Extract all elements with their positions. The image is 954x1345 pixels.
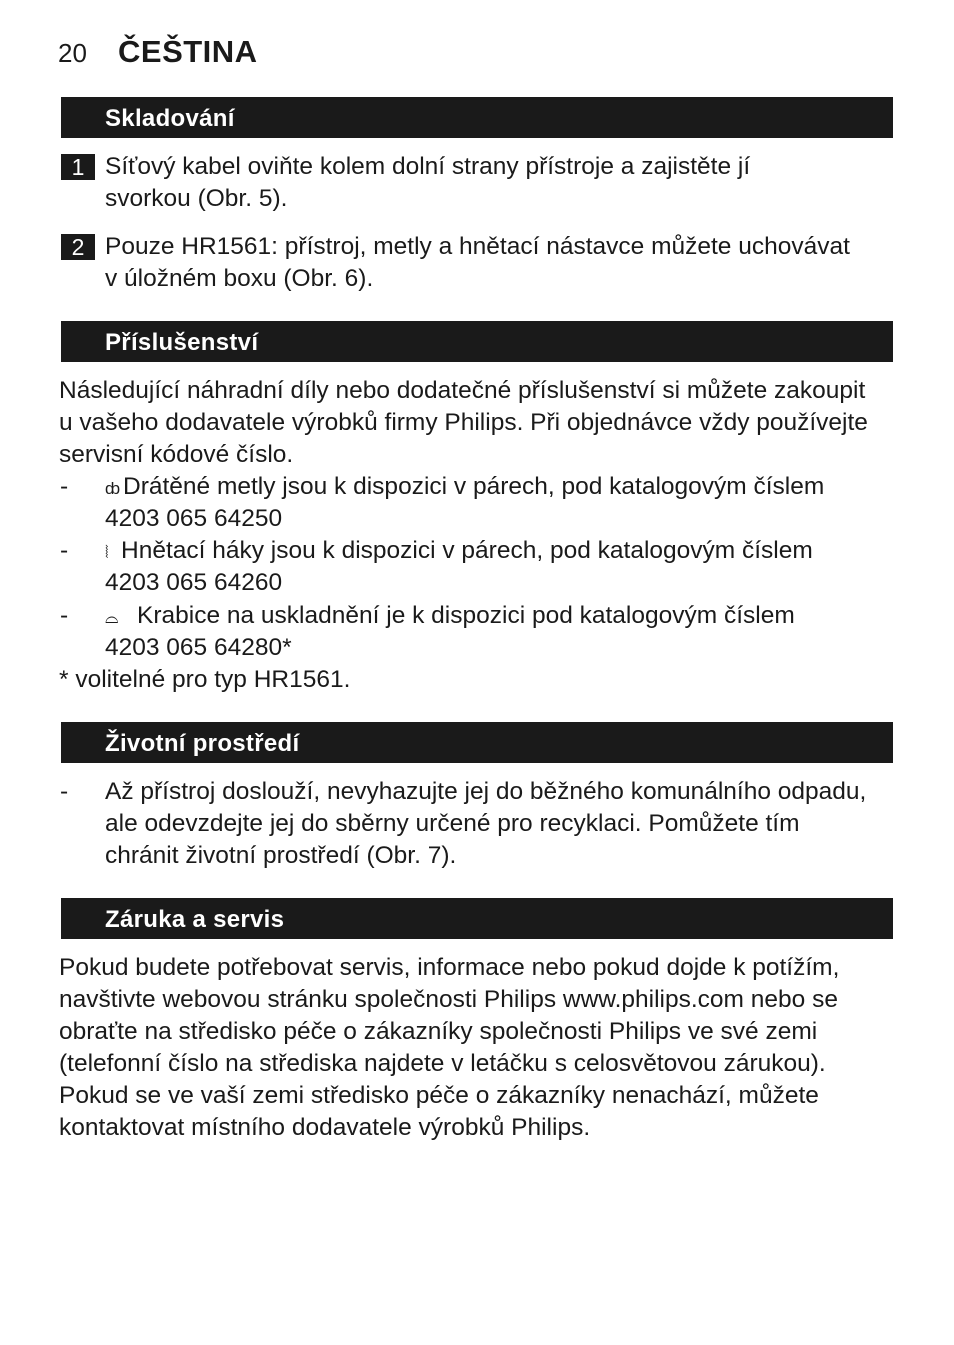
step-number-1: 1 bbox=[61, 154, 95, 180]
step-1-line-1: Síťový kabel oviňte kolem dolní strany přístroje a zajistěte jí bbox=[105, 153, 751, 180]
list-dash: - bbox=[60, 537, 69, 564]
section-title-warranty: Záruka a servis bbox=[105, 906, 285, 933]
step-number-2: 2 bbox=[61, 234, 95, 260]
list-item-code: 4203 065 64280* bbox=[105, 634, 292, 661]
list-item-text: Drátěné metly jsou k dispozici v párech, pod katalogovým číslem bbox=[123, 473, 825, 500]
section-header-warranty bbox=[61, 898, 893, 939]
accessories-intro-line-1: Následující náhradní díly nebo dodatečné příslušenství si můžete zakoupit bbox=[59, 377, 866, 404]
section-title-environment: Životní prostředí bbox=[105, 730, 300, 757]
section-header-storage bbox=[61, 97, 893, 138]
list-dash: - bbox=[60, 778, 69, 805]
section-header-accessories bbox=[61, 321, 893, 362]
section-title-storage: Skladování bbox=[105, 105, 235, 132]
language-title bbox=[118, 32, 258, 72]
warranty-line-6: kontaktovat místního dodavatele výrobků Philips. bbox=[59, 1114, 591, 1141]
list-dash: - bbox=[60, 473, 69, 500]
step-2-line-2: v úložném boxu (Obr. 6). bbox=[105, 265, 374, 292]
list-item-whisks bbox=[105, 471, 824, 505]
storage-box-icon: ⌓ bbox=[105, 608, 119, 627]
page-number: 20 bbox=[58, 38, 87, 68]
warranty-line-3: obraťte na středisko péče o zákazníky společnosti Philips ve své zemi bbox=[59, 1018, 818, 1045]
section-header-environment bbox=[61, 722, 893, 763]
warranty-line-4: (telefonní číslo na střediska najdete v letáčku s celosvětovou zárukou). bbox=[59, 1050, 826, 1077]
list-dash: - bbox=[60, 602, 69, 629]
environment-line-3: chránit životní prostředí (Obr. 7). bbox=[105, 842, 457, 869]
step-2-line-1: Pouze HR1561: přístroj, metly a hnětací nástavce můžete uchovávat bbox=[105, 233, 850, 260]
language-title-text: ČEŠTINA bbox=[118, 34, 258, 69]
warranty-line-2: navštivte webovou stránku společnosti Philips www.philips.com nebo se bbox=[59, 986, 838, 1013]
accessories-intro-line-3: servisní kódové číslo. bbox=[59, 441, 294, 468]
list-item-kneading-hooks bbox=[105, 535, 813, 569]
warranty-line-1: Pokud budete potřebovat servis, informace nebo pokud dojde k potížím, bbox=[59, 954, 840, 981]
list-item-text: Hnětací háky jsou k dispozici v párech, pod katalogovým číslem bbox=[121, 537, 813, 564]
whisk-icon: ȸ bbox=[105, 479, 121, 498]
list-item-text: Krabice na uskladnění je k dispozici pod katalogovým číslem bbox=[137, 602, 795, 629]
warranty-line-5: Pokud se ve vaší zemi středisko péče o zákazníky nenachází, můžete bbox=[59, 1082, 819, 1109]
environment-line-1: Až přístroj doslouží, nevyhazujte jej do běžného komunálního odpadu, bbox=[105, 778, 867, 805]
accessories-intro-line-2: u vašeho dodavatele výrobků firmy Philips. Při objednávce vždy používejte bbox=[59, 409, 868, 436]
kneading-hook-icon: ⦚ bbox=[105, 543, 109, 562]
accessories-footnote: * volitelné pro typ HR1561. bbox=[59, 666, 351, 693]
list-item-code: 4203 065 64250 bbox=[105, 505, 283, 532]
step-1-line-2: svorkou (Obr. 5). bbox=[105, 185, 288, 212]
list-item-code: 4203 065 64260 bbox=[105, 569, 283, 596]
environment-line-2: ale odevzdejte jej do sběrny určené pro recyklaci. Pomůžete tím bbox=[105, 810, 800, 837]
list-item-storage-box bbox=[105, 600, 795, 634]
section-title-accessories: Příslušenství bbox=[105, 329, 259, 356]
